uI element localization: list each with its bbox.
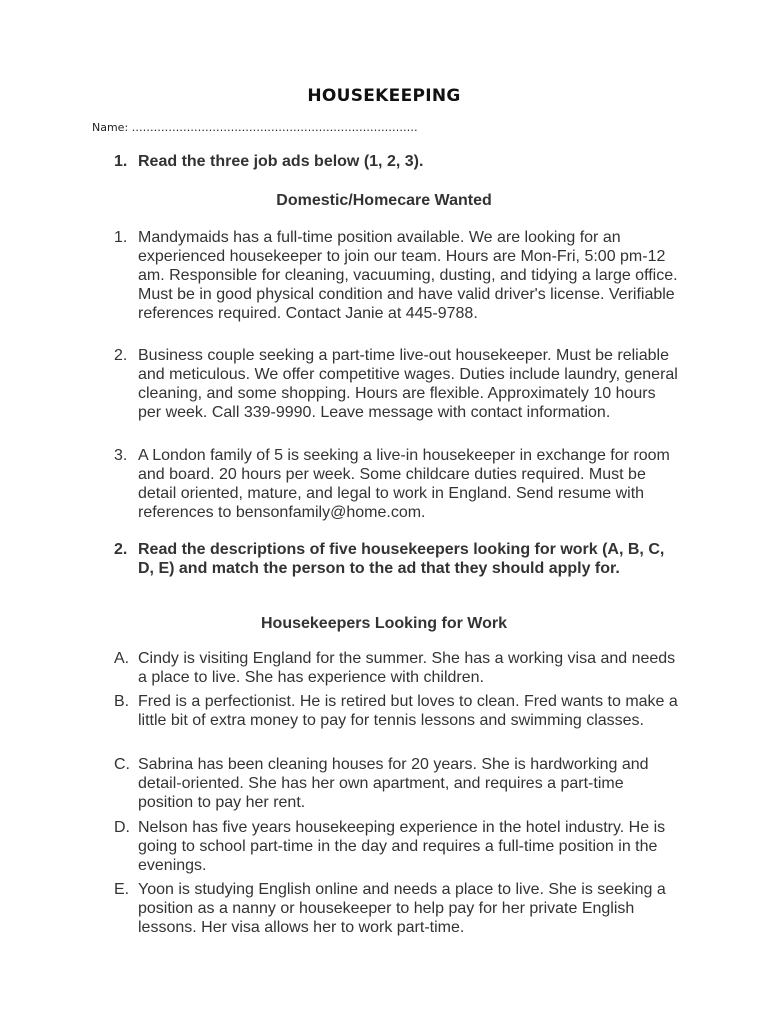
job-ad-3	[114, 446, 678, 522]
housekeeper-d	[114, 818, 678, 875]
housekeeper-b	[114, 692, 678, 730]
housekeeper-c	[114, 755, 678, 812]
question-1-number: 1.	[114, 153, 128, 170]
job-ad-2	[114, 346, 678, 422]
job-ad-2-text: Business couple seeking a part-time live-out housekeeper. Must be reliable and meticulous. We offer competitive wages. Duties include laundry, general cleaning, and some shopping. Hours are flexible. Approximately 10 hours per week. Call 339-9990. Leave message with contact information.	[138, 347, 678, 421]
people-heading: Housekeepers Looking for Work	[261, 615, 507, 632]
housekeeper-b-text: Fred is a perfectionist. He is retired but loves to clean. Fred wants to make a little bit of extra money to pay for tennis lessons and swimming classes.	[138, 693, 678, 729]
question-2	[114, 540, 678, 578]
job-ad-1-number: 1.	[114, 229, 128, 246]
housekeeper-b-letter: B.	[114, 693, 130, 710]
housekeeper-c-text: Sabrina has been cleaning houses for 20 years. She is hardworking and detail-oriented. She has her own apartment, and requires a part-time position to pay her rent.	[138, 756, 649, 811]
housekeeper-a-text: Cindy is visiting England for the summer. She has a working visa and needs a place to live. She has experience with children.	[138, 650, 676, 686]
housekeeper-d-letter: D.	[114, 819, 130, 836]
question-1-text: Read the three job ads below (1, 2, 3).	[138, 153, 424, 170]
document-title: HOUSEKEEPING	[307, 86, 461, 106]
question-2-text: Read the descriptions of five housekeepers looking for work (A, B, C, D, E) and match the person to the ad that they should apply for.	[138, 541, 665, 577]
question-1	[114, 152, 678, 171]
job-ad-1-text: Mandymaids has a full-time position available. We are looking for an experienced housekeeper to join our team. Hours are Mon-Fri, 5:00 pm-12 am. Responsible for cleaning, vacuuming, dusting, and tidying a large office. Must be in good physical condition and have valid driver's license. Verifiable references required. Contact Janie at 445-9788.	[138, 229, 678, 322]
housekeeper-c-letter: C.	[114, 756, 130, 773]
job-ad-3-number: 3.	[114, 447, 128, 464]
ads-heading: Domestic/Homecare Wanted	[276, 192, 492, 209]
job-ad-1	[114, 228, 678, 323]
housekeeper-d-text: Nelson has five years housekeeping experience in the hotel industry. He is going to school part-time in the day and requires a full-time position in the evenings.	[138, 819, 666, 874]
job-ad-2-number: 2.	[114, 347, 128, 364]
housekeeper-e	[114, 880, 678, 937]
job-ad-3-text: A London family of 5 is seeking a live-in housekeeper in exchange for room and board. 20 hours per week. Some childcare duties required. Must be detail oriented, mature, and legal to work in England. Send resume with references to bensonfamily@home.com.	[138, 447, 670, 521]
housekeeper-e-text: Yoon is studying English online and needs a place to live. She is seeking a position as a nanny or housekeeper to help pay for her private English lessons. Her visa allows her to work part-time.	[138, 881, 666, 936]
housekeeper-a-letter: A.	[114, 650, 130, 667]
housekeeper-e-letter: E.	[114, 881, 130, 898]
housekeeper-a	[114, 649, 678, 687]
name-field-line: Name: ……………………………………………………………………	[92, 121, 418, 134]
question-2-number: 2.	[114, 541, 128, 558]
